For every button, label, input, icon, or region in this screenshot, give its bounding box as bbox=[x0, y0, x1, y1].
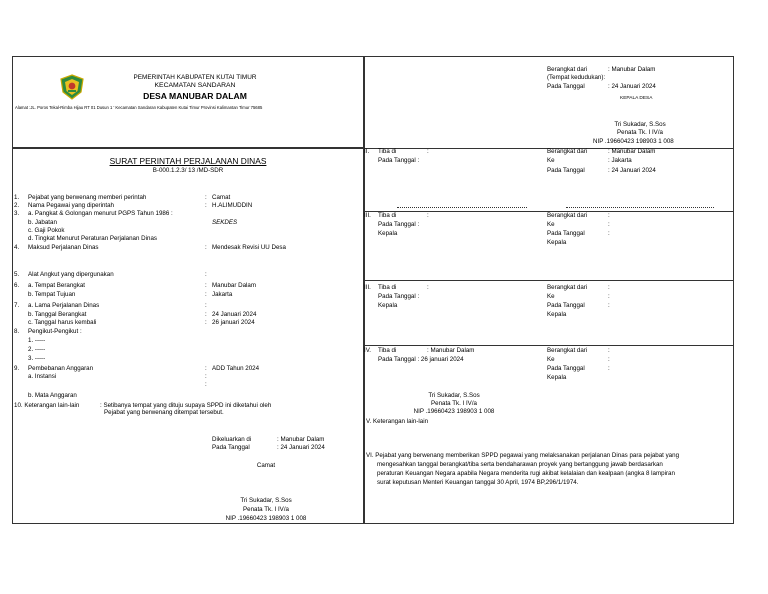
s4-roman: III. bbox=[364, 284, 371, 291]
item-value: Jakarta bbox=[212, 291, 233, 298]
right-divider-4 bbox=[364, 345, 734, 346]
s4-to-v: : bbox=[608, 293, 610, 300]
s4-to: Ke bbox=[547, 293, 555, 300]
item-value: H.ALIMUDDIN bbox=[212, 202, 253, 209]
s5-arr: Tiba di bbox=[378, 347, 397, 354]
rt-rank: Penata Tk. I IV/a bbox=[617, 129, 663, 136]
s2-arr-sep: : bbox=[427, 148, 429, 155]
item-label: a. Lama Perjalanan Dinas bbox=[28, 302, 100, 309]
item-separator: : bbox=[205, 381, 207, 388]
item-value: ADD Tahun 2024 bbox=[212, 365, 260, 372]
item-label: a. Instansi bbox=[28, 373, 57, 380]
s5-to: Ke bbox=[547, 356, 555, 363]
item-label: c. Gaji Pokok bbox=[28, 227, 65, 234]
item-value: Mendesak Revisi UU Desa bbox=[212, 244, 286, 251]
s5-nip: NIP .19660423 198903 1 008 bbox=[413, 408, 495, 415]
s5-ddate-v: : bbox=[608, 365, 610, 372]
item-separator: : bbox=[205, 194, 207, 201]
s5-to-v: : bbox=[608, 356, 610, 363]
issued-place: : Manubar Dalam bbox=[277, 436, 325, 443]
rt-position: KEPALA DESA bbox=[620, 96, 653, 101]
s4-ddate-v: : bbox=[608, 302, 610, 309]
regency-seal-logo bbox=[59, 74, 85, 100]
item-label: c. Tanggal harus kembali bbox=[28, 319, 97, 326]
item-value: 26 januari 2024 bbox=[212, 319, 255, 326]
item10-line2: Pejabat yang berwenang ditempat tersebut. bbox=[104, 409, 224, 416]
item-separator: : bbox=[205, 373, 207, 380]
item-separator: : bbox=[205, 282, 207, 289]
item-number: 8. bbox=[14, 328, 20, 335]
item-separator: : bbox=[205, 319, 207, 326]
s5-name: Tri Sukadar, S.Sos bbox=[428, 392, 480, 399]
item-label: Pengikut-Pengikut : bbox=[28, 328, 82, 335]
s3-to-v: : bbox=[608, 221, 610, 228]
s4-arr: Tiba di bbox=[378, 284, 397, 291]
item-separator: : bbox=[205, 202, 207, 209]
s2-date: Pada Tanggal : bbox=[378, 157, 420, 164]
s5-roman: IV. bbox=[364, 347, 371, 354]
item-number: 5. bbox=[14, 271, 20, 278]
item-number: 9. bbox=[14, 365, 20, 372]
s4-kepala2: Kepala bbox=[547, 311, 567, 318]
s7-line1: VI. Pejabat yang berwenang memberikan SPPD pegawai yang melaksanakan perjalanan Dinas para pejabat yang bbox=[366, 452, 680, 459]
s3-kepala2: Kepala bbox=[547, 239, 567, 246]
item-label: b. Tanggal Berangkat bbox=[28, 311, 87, 318]
s3-roman: III. bbox=[364, 212, 371, 219]
issued-place-label: Dikeluarkan di bbox=[212, 436, 252, 443]
s5-kepala: Kepala bbox=[547, 374, 567, 381]
issued-date-label: Pada Tanggal bbox=[212, 444, 250, 451]
item-label: d. Tingkat Menurut Peraturan Perjalanan Dinas bbox=[28, 235, 157, 242]
rt-date-value: : 24 Januari 2024 bbox=[608, 83, 656, 90]
signature-dotline-1 bbox=[397, 207, 527, 208]
item-number: 4. bbox=[14, 244, 20, 251]
item-label: 2. ----- bbox=[28, 346, 46, 353]
item-separator: : bbox=[205, 244, 207, 251]
s3-arr: Tiba di bbox=[378, 212, 397, 219]
rt-nip: NIP .19660423 198903 1 008 bbox=[593, 138, 674, 145]
item-label: a. Tempat Berangkat bbox=[28, 282, 85, 289]
item-number: 1. bbox=[14, 194, 20, 201]
s3-dep-v: : bbox=[608, 212, 610, 219]
left-header-frame bbox=[12, 56, 364, 148]
item-separator: : bbox=[205, 311, 207, 318]
s5-date: Pada Tanggal : 26 januari 2024 bbox=[378, 356, 464, 363]
s3-arr-sep: : bbox=[427, 212, 429, 219]
header-address: Alamat :JL. Poros Tekal-Rimba Hijau RT 01 Dusun 1 ' Kecamatan Sandaran Kabupaten Kutai Timur Provinsi Kalimantan Timur 75685 bbox=[15, 105, 263, 110]
s4-dep: Berangkat dari bbox=[547, 284, 588, 291]
item-label: b. Jabatan bbox=[28, 219, 57, 226]
s7-line4: surat keputusan Menteri Keuangan tanggal 30 April, 1974 BP,296/1/1974. bbox=[377, 479, 579, 486]
item-number: 6. bbox=[14, 282, 20, 289]
rt-name: Tri Sukadar, S.Sos bbox=[614, 121, 666, 128]
item-separator: : bbox=[205, 365, 207, 372]
s2-arr: Tiba di bbox=[378, 148, 397, 155]
s3-kepala: Kepala bbox=[378, 230, 398, 237]
s5-dep-v: : bbox=[608, 347, 610, 354]
header-line2: KECAMATAN SANDARAN bbox=[154, 82, 236, 89]
item-value: Camat bbox=[212, 194, 231, 201]
issued-position: Camat bbox=[256, 462, 276, 469]
s3-date: Pada Tanggal : bbox=[378, 221, 420, 228]
item-separator: : bbox=[205, 302, 207, 309]
s4-dep-v: : bbox=[608, 284, 610, 291]
s3-to: Ke bbox=[547, 221, 555, 228]
item-number: 3. bbox=[14, 210, 20, 217]
item-label: Nama Pegawai yang diperintah bbox=[28, 202, 114, 209]
item-label: 3. ----- bbox=[28, 355, 46, 362]
item10-line1: : Setibanya tempat yang dituju supaya SPPD ini diketahui oleh bbox=[100, 402, 272, 409]
document-title: SURAT PERINTAH PERJALANAN DINAS bbox=[109, 156, 267, 166]
issued-date: : 24 Januari 2024 bbox=[277, 444, 325, 451]
item-separator: : bbox=[205, 271, 207, 278]
s7-line3: peraturan Keuangan Negara apabila Negara menderita rugi akibat kelalaian dan kealpaan (angka 8 lampiran bbox=[377, 470, 675, 477]
document-number: B-000.1.2.3/ 13 /MD-SDR bbox=[152, 167, 224, 174]
item-value: 24 Januari 2024 bbox=[212, 311, 257, 318]
item-value: Manubar Dalam bbox=[212, 282, 257, 289]
item-label: Pembebanan Anggaran bbox=[28, 365, 94, 372]
item-label: 1. ----- bbox=[28, 337, 46, 344]
s2-ddate: Pada Tanggal bbox=[547, 167, 585, 174]
rt-dep-label: Berangkat dari bbox=[547, 66, 588, 73]
s4-arr-sep: : bbox=[427, 284, 429, 291]
s4-kepala: Kepala bbox=[378, 302, 398, 309]
s6-text: V. Keterangan lain-lain bbox=[366, 418, 429, 425]
signature-dotline-2 bbox=[566, 207, 714, 208]
s5-dep: Berangkat dari bbox=[547, 347, 588, 354]
s3-ddate-v: : bbox=[608, 230, 610, 237]
issued-rank: Penata Tk. I IV/a bbox=[243, 506, 289, 513]
s3-ddate: Pada Tanggal bbox=[547, 230, 585, 237]
item-label: Pejabat yang berwenang memberi perintah bbox=[28, 194, 147, 201]
s2-roman: II. bbox=[364, 148, 370, 155]
rt-dep-value: : Manubar Dalam bbox=[608, 66, 656, 73]
s2-dep-v: : Manubar Dalam bbox=[608, 148, 656, 155]
s2-to: Ke bbox=[547, 157, 555, 164]
item-number: 2. bbox=[14, 202, 20, 209]
item-label: a. Pangkat & Golongan menurut PGPS Tahun 1986 : bbox=[28, 210, 173, 217]
item-label: b. Tempat Tujuan bbox=[28, 291, 76, 298]
item-label: Maksud Perjalanan Dinas bbox=[28, 244, 99, 251]
item-number: 7. bbox=[14, 302, 20, 309]
s7-line2: mengesahkan tanggal berangkat/tiba serta bendaharawan proyek yang bertanggung jawab berdasarkan bbox=[377, 461, 663, 468]
s5-arr-v: : Manubar Dalam bbox=[427, 347, 475, 354]
item-value: SEKDES bbox=[212, 219, 238, 226]
issued-nip: NIP .19660423 198903 1 008 bbox=[225, 515, 307, 522]
s5-rank: Penata Tk. I IV/a bbox=[431, 400, 477, 407]
item-separator: : bbox=[205, 291, 207, 298]
header-line1: PEMERINTAH KABUPATEN KUTAI TIMUR bbox=[133, 74, 257, 81]
right-divider-3 bbox=[364, 280, 734, 281]
s4-date: Pada Tanggal : bbox=[378, 293, 420, 300]
s4-ddate: Pada Tanggal bbox=[547, 302, 585, 309]
s2-ddate-v: : 24 Januari 2024 bbox=[608, 167, 656, 174]
s2-dep: Berangkat dari bbox=[547, 148, 588, 155]
issued-name: Tri Sukadar, S.Sos bbox=[240, 497, 292, 504]
item10-label: 10. Keterangan lain-lain bbox=[14, 402, 80, 409]
item-label: Alat Angkut yang dipergunakan bbox=[28, 271, 114, 278]
header-line3: DESA MANUBAR DALAM bbox=[143, 91, 247, 101]
s3-dep: Berangkat dari bbox=[547, 212, 588, 219]
rt-residence: (Tempat kedudukan): bbox=[547, 74, 606, 81]
rt-date-label: Pada Tanggal bbox=[547, 83, 585, 90]
s5-ddate: Pada Tanggal bbox=[547, 365, 585, 372]
item-label: b. Mata Anggaran bbox=[28, 392, 77, 399]
s2-to-v: : Jakarta bbox=[608, 157, 632, 164]
